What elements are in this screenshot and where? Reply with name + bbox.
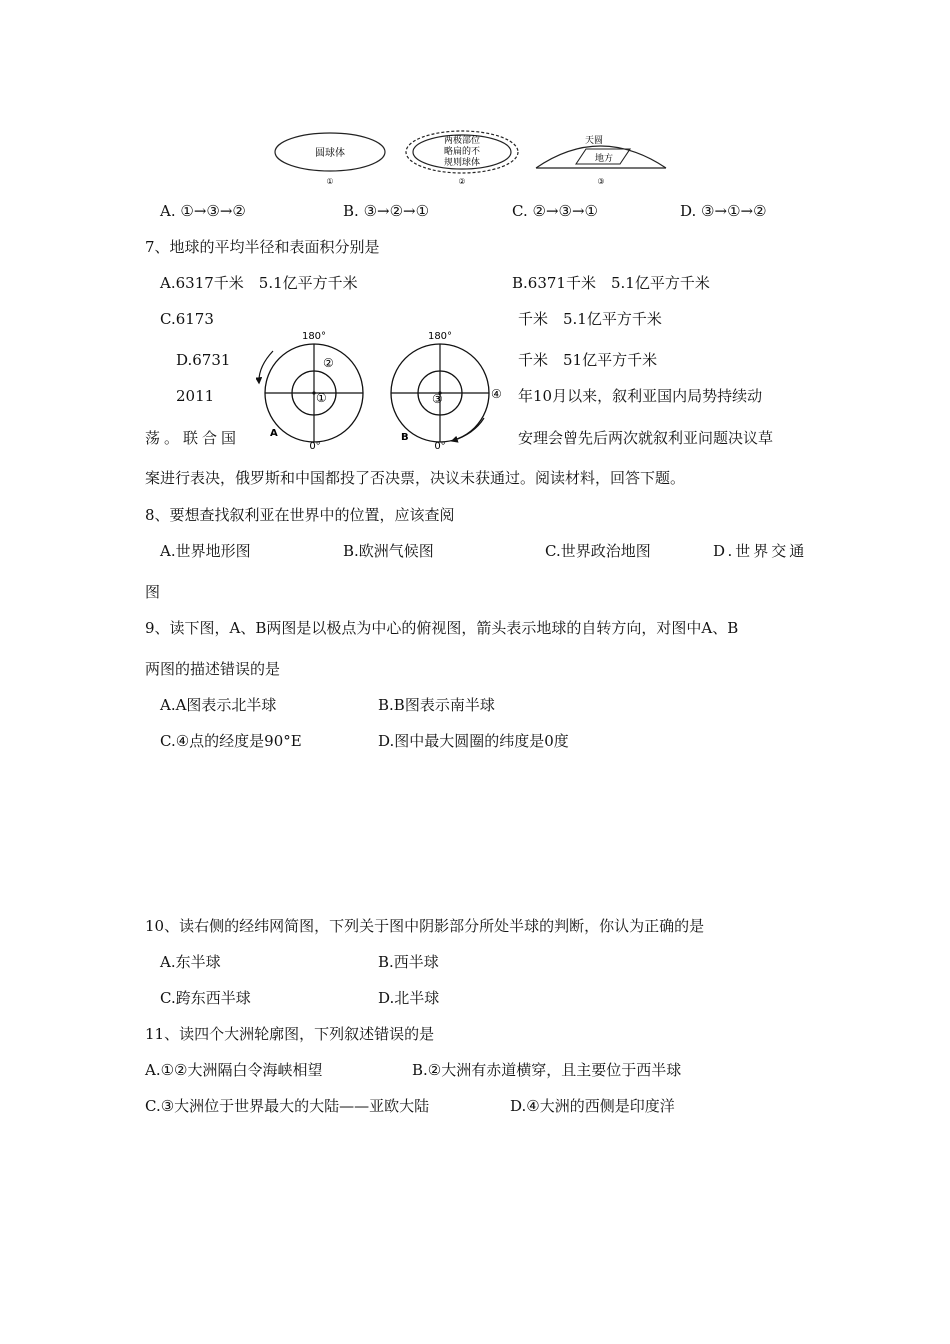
fig3-num: ③ (597, 177, 605, 186)
fig-b-num-center: ③ (432, 392, 443, 406)
q11-option-c[interactable]: C.③大洲位于世界最大的大陆——亚欧大陆 (145, 1097, 430, 1115)
q10-option-d[interactable]: D.北半球 (378, 989, 440, 1007)
fig-a-top-label: 180° (301, 331, 327, 342)
fig-b-bottom-label: 0° (434, 441, 446, 452)
passage-line1-left: 2011 (176, 387, 215, 405)
q11-option-b[interactable]: B.②大洲有赤道横穿，且主要位于西半球 (412, 1061, 682, 1079)
q6-option-b[interactable]: B. ③→②→① (343, 202, 430, 220)
fig3-bottom: 地方 (594, 154, 614, 164)
fig-a-letter: A (270, 428, 278, 439)
passage-line2-left: 荡。联合国 (145, 429, 241, 447)
q11-option-d[interactable]: D.④大洲的西侧是印度洋 (510, 1097, 675, 1115)
q8-option-d-wrap: 图 (145, 583, 161, 601)
q8-option-c[interactable]: C.世界政治地图 (545, 542, 651, 560)
q10-option-a[interactable]: A.东半球 (160, 953, 221, 971)
q8-option-b[interactable]: B.欧洲气候图 (343, 542, 434, 560)
q9-option-d[interactable]: D.图中最大圆圈的纬度是0度 (378, 732, 569, 750)
q7-option-a[interactable]: A.6317千米 5.1亿平方千米 (160, 274, 358, 292)
fig-a-num-center: ① (316, 391, 327, 405)
q8-option-a[interactable]: A.世界地形图 (160, 542, 251, 560)
q7-option-d-left[interactable]: D.6731 (176, 351, 231, 369)
q11-stem: 11、读四个大洲轮廓图，下列叙述错误的是 (145, 1025, 435, 1043)
q10-stem: 10、读右侧的经纬网简图，下列关于图中阴影部分所处半球的判断，你认为正确的是 (145, 917, 705, 935)
fig-a-num-top: ② (323, 356, 334, 370)
fig-b-top-label: 180° (427, 331, 453, 342)
fig2-line3: 规则球体 (443, 158, 481, 168)
figure-a (259, 331, 363, 452)
fig1-num: ① (326, 177, 334, 186)
fig1-text: 圆球体 (315, 148, 345, 159)
fig3-top: 天圆 (584, 136, 604, 146)
q8-stem: 8、要想查找叙利亚在世界中的位置，应该查阅 (145, 506, 455, 524)
q6-option-c[interactable]: C. ②→③→① (512, 202, 598, 220)
q7-option-b[interactable]: B.6371千米 5.1亿平方千米 (512, 274, 710, 292)
q11-option-a[interactable]: A.①②大洲隔白令海峡相望 (145, 1061, 323, 1079)
q9-stem-line1: 9、读下图，A、B两图是以极点为中心的俯视图，箭头表示地球的自转方向，对图中A、B (145, 619, 739, 637)
fig-b-num-right: ④ (491, 387, 502, 401)
fig-b-letter: B (401, 432, 409, 443)
q9-option-c[interactable]: C.④点的经度是90°E (160, 732, 302, 750)
fig-a-rotation-arrow (259, 351, 273, 383)
q10-option-c[interactable]: C.跨东西半球 (160, 989, 251, 1007)
figure-b (391, 331, 502, 452)
q10-option-b[interactable]: B.西半球 (378, 953, 439, 971)
fig2-num: ② (458, 177, 466, 186)
fig2-line1: 两极部位 (443, 136, 481, 146)
polar-view-figure (256, 323, 512, 453)
fig-a-bottom-label: 0° (309, 441, 321, 452)
passage-line1-right: 年10月以来，叙利亚国内局势持续动 (518, 387, 763, 405)
q9-stem-line2: 两图的描述错误的是 (145, 660, 281, 678)
earth-shape-figure (270, 128, 690, 192)
q7-option-c-right: 千米 5.1亿平方千米 (518, 310, 662, 328)
fig2-line2: 略扁的不 (443, 147, 481, 157)
q6-option-d[interactable]: D. ③→①→② (680, 202, 767, 220)
q7-option-c-left[interactable]: C.6173 (160, 310, 214, 328)
q8-option-d[interactable]: D.世界交通 (713, 542, 808, 560)
q7-option-d-right: 千米 51亿平方千米 (518, 351, 658, 369)
passage-line2-right: 安理会曾先后两次就叙利亚问题决议草 (518, 429, 774, 447)
q9-option-b[interactable]: B.B图表示南半球 (378, 696, 495, 714)
q6-option-a[interactable]: A. ①→③→② (160, 202, 246, 220)
q9-option-a[interactable]: A.A图表示北半球 (160, 696, 277, 714)
passage-line3: 案进行表决，俄罗斯和中国都投了否决票，决议未获通过。阅读材料，回答下题。 (145, 469, 686, 487)
q7-stem: 7、地球的平均半径和表面积分别是 (145, 238, 380, 256)
